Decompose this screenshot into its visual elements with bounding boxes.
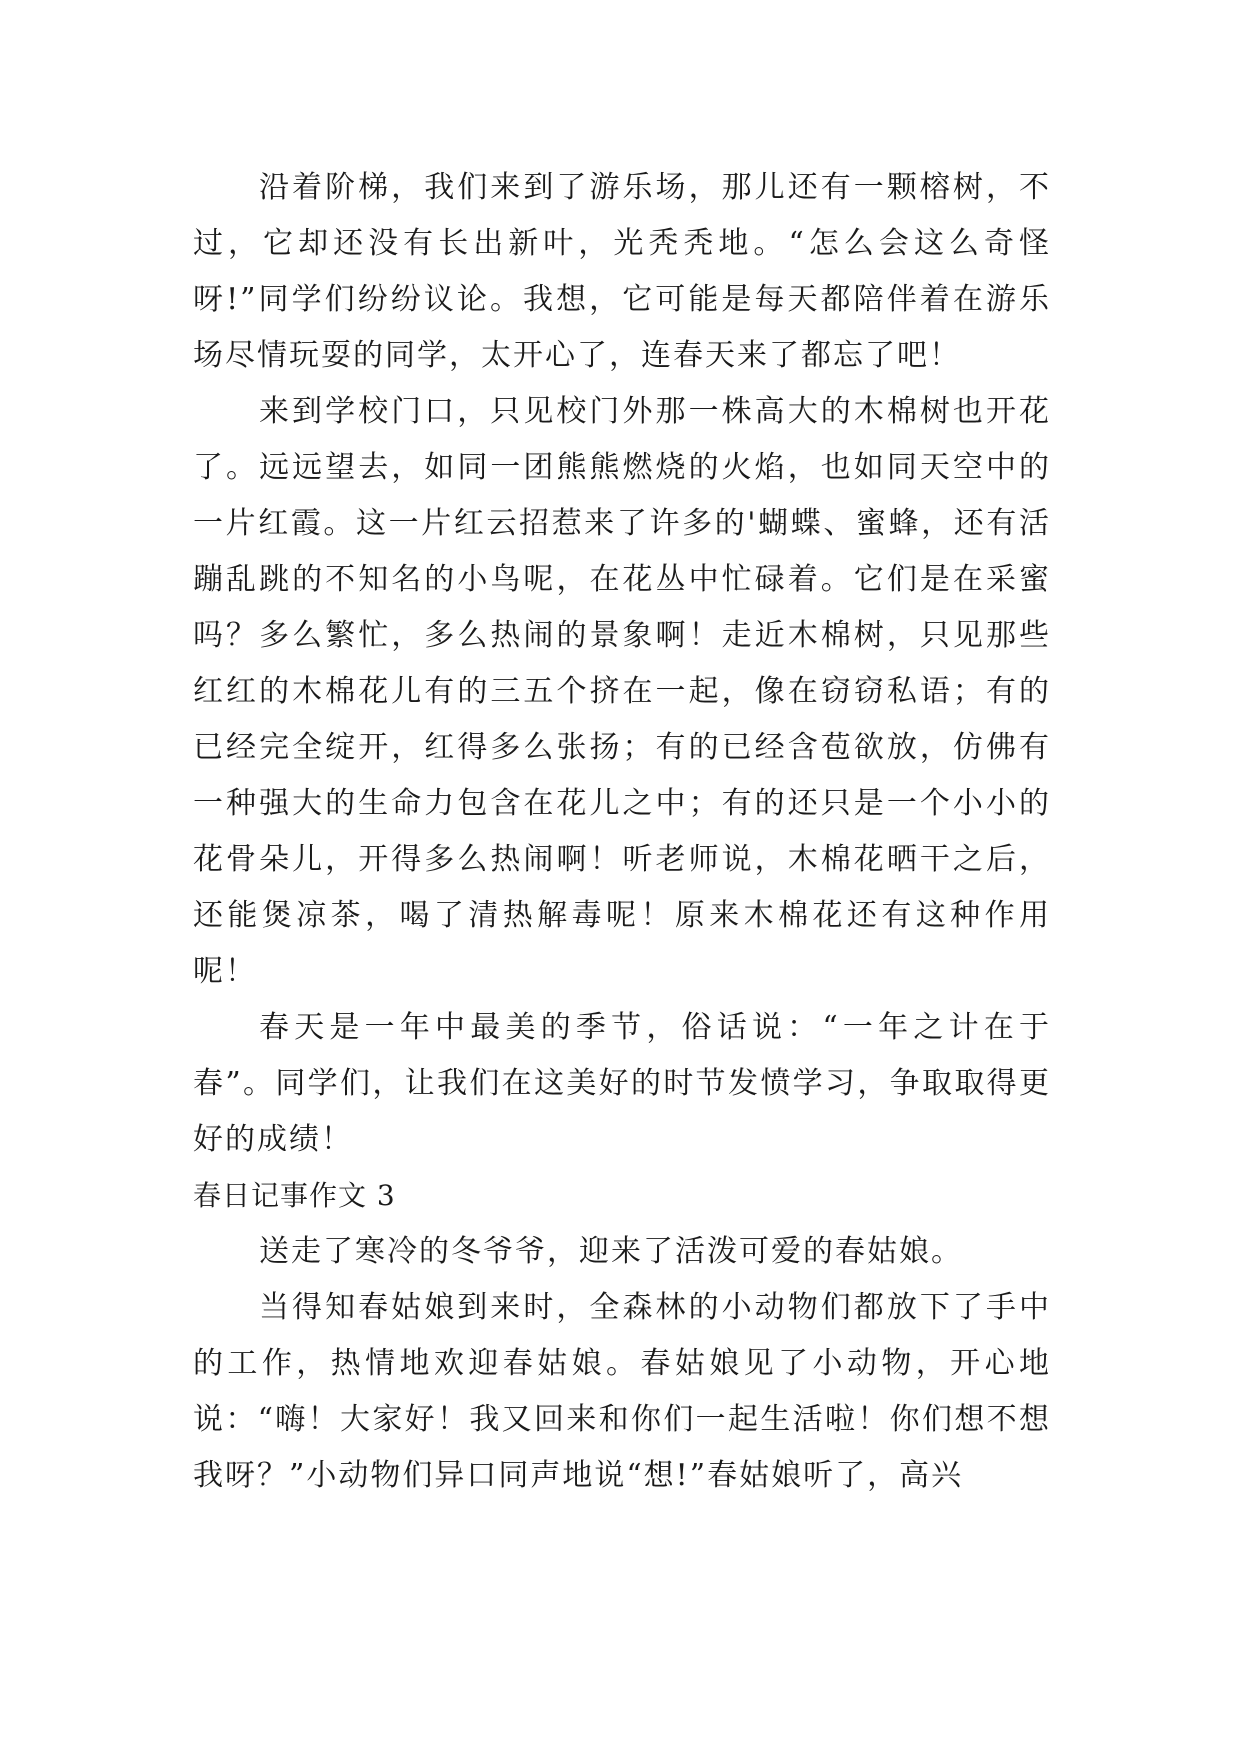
section-heading: 春日记事作文 3 — [193, 1179, 396, 1212]
paragraph-kapok-tree: 来到学校门口，只见校门外那一株高大的木棉树也开花了。远远望去，如同一团熊熊燃烧的火焰，也如同天空中的一片红霞。这一片红云招惹来了许多的'蝴蝶、蜜蜂，还有活蹦乱跳的不知名的小鸟呢，在花丛中忙碌着。它们是在采蜜吗？多么繁忙，多么热闹的景象啊！走近木棉树，只见那些红红的木棉花儿有的三五个挤在一起，像在窃窃私语；有的已经完全绽开，红得多么张扬；有的已经含苞欲放，仿佛有一种强大的生命力包含在花儿之中；有的还只是一个小小的花骨朵儿，开得多么热闹啊！听老师说，木棉花晒干之后，还能煲凉茶，喝了清热解毒呢！原来木棉花还有这种作用呢！ — [193, 394, 1051, 989]
paragraph-playground-banyan: 沿着阶梯，我们来到了游乐场，那儿还有一颗榕树，不过，它却还没有长出新叶，光秃秃地。“怎么会这么奇怪呀!”同学们纷纷议论。我想，它可能是每天都陪伴着在游乐场尽情玩耍的同学，太开心了，连春天来了都忘了吧！ — [193, 170, 1051, 373]
paragraph-forest-welcome: 当得知春姑娘到来时，全森林的小动物们都放下了手中的工作，热情地欢迎春姑娘。春姑娘见了小动物，开心地说：“嗨！大家好！我又回来和你们一起生活啦！你们想不想我呀？”小动物们异口同声地说“想!”春姑娘听了，高兴 — [193, 1290, 1051, 1493]
paragraph-spring-conclusion: 春天是一年中最美的季节，俗话说：“一年之计在于春”。同学们，让我们在这美好的时节发愤学习，争取取得更好的成绩！ — [193, 1010, 1051, 1157]
paragraph-spring-arrives: 送走了寒冷的冬爷爷，迎来了活泼可爱的春姑娘。 — [259, 1234, 963, 1269]
document-body — [193, 160, 1051, 1504]
